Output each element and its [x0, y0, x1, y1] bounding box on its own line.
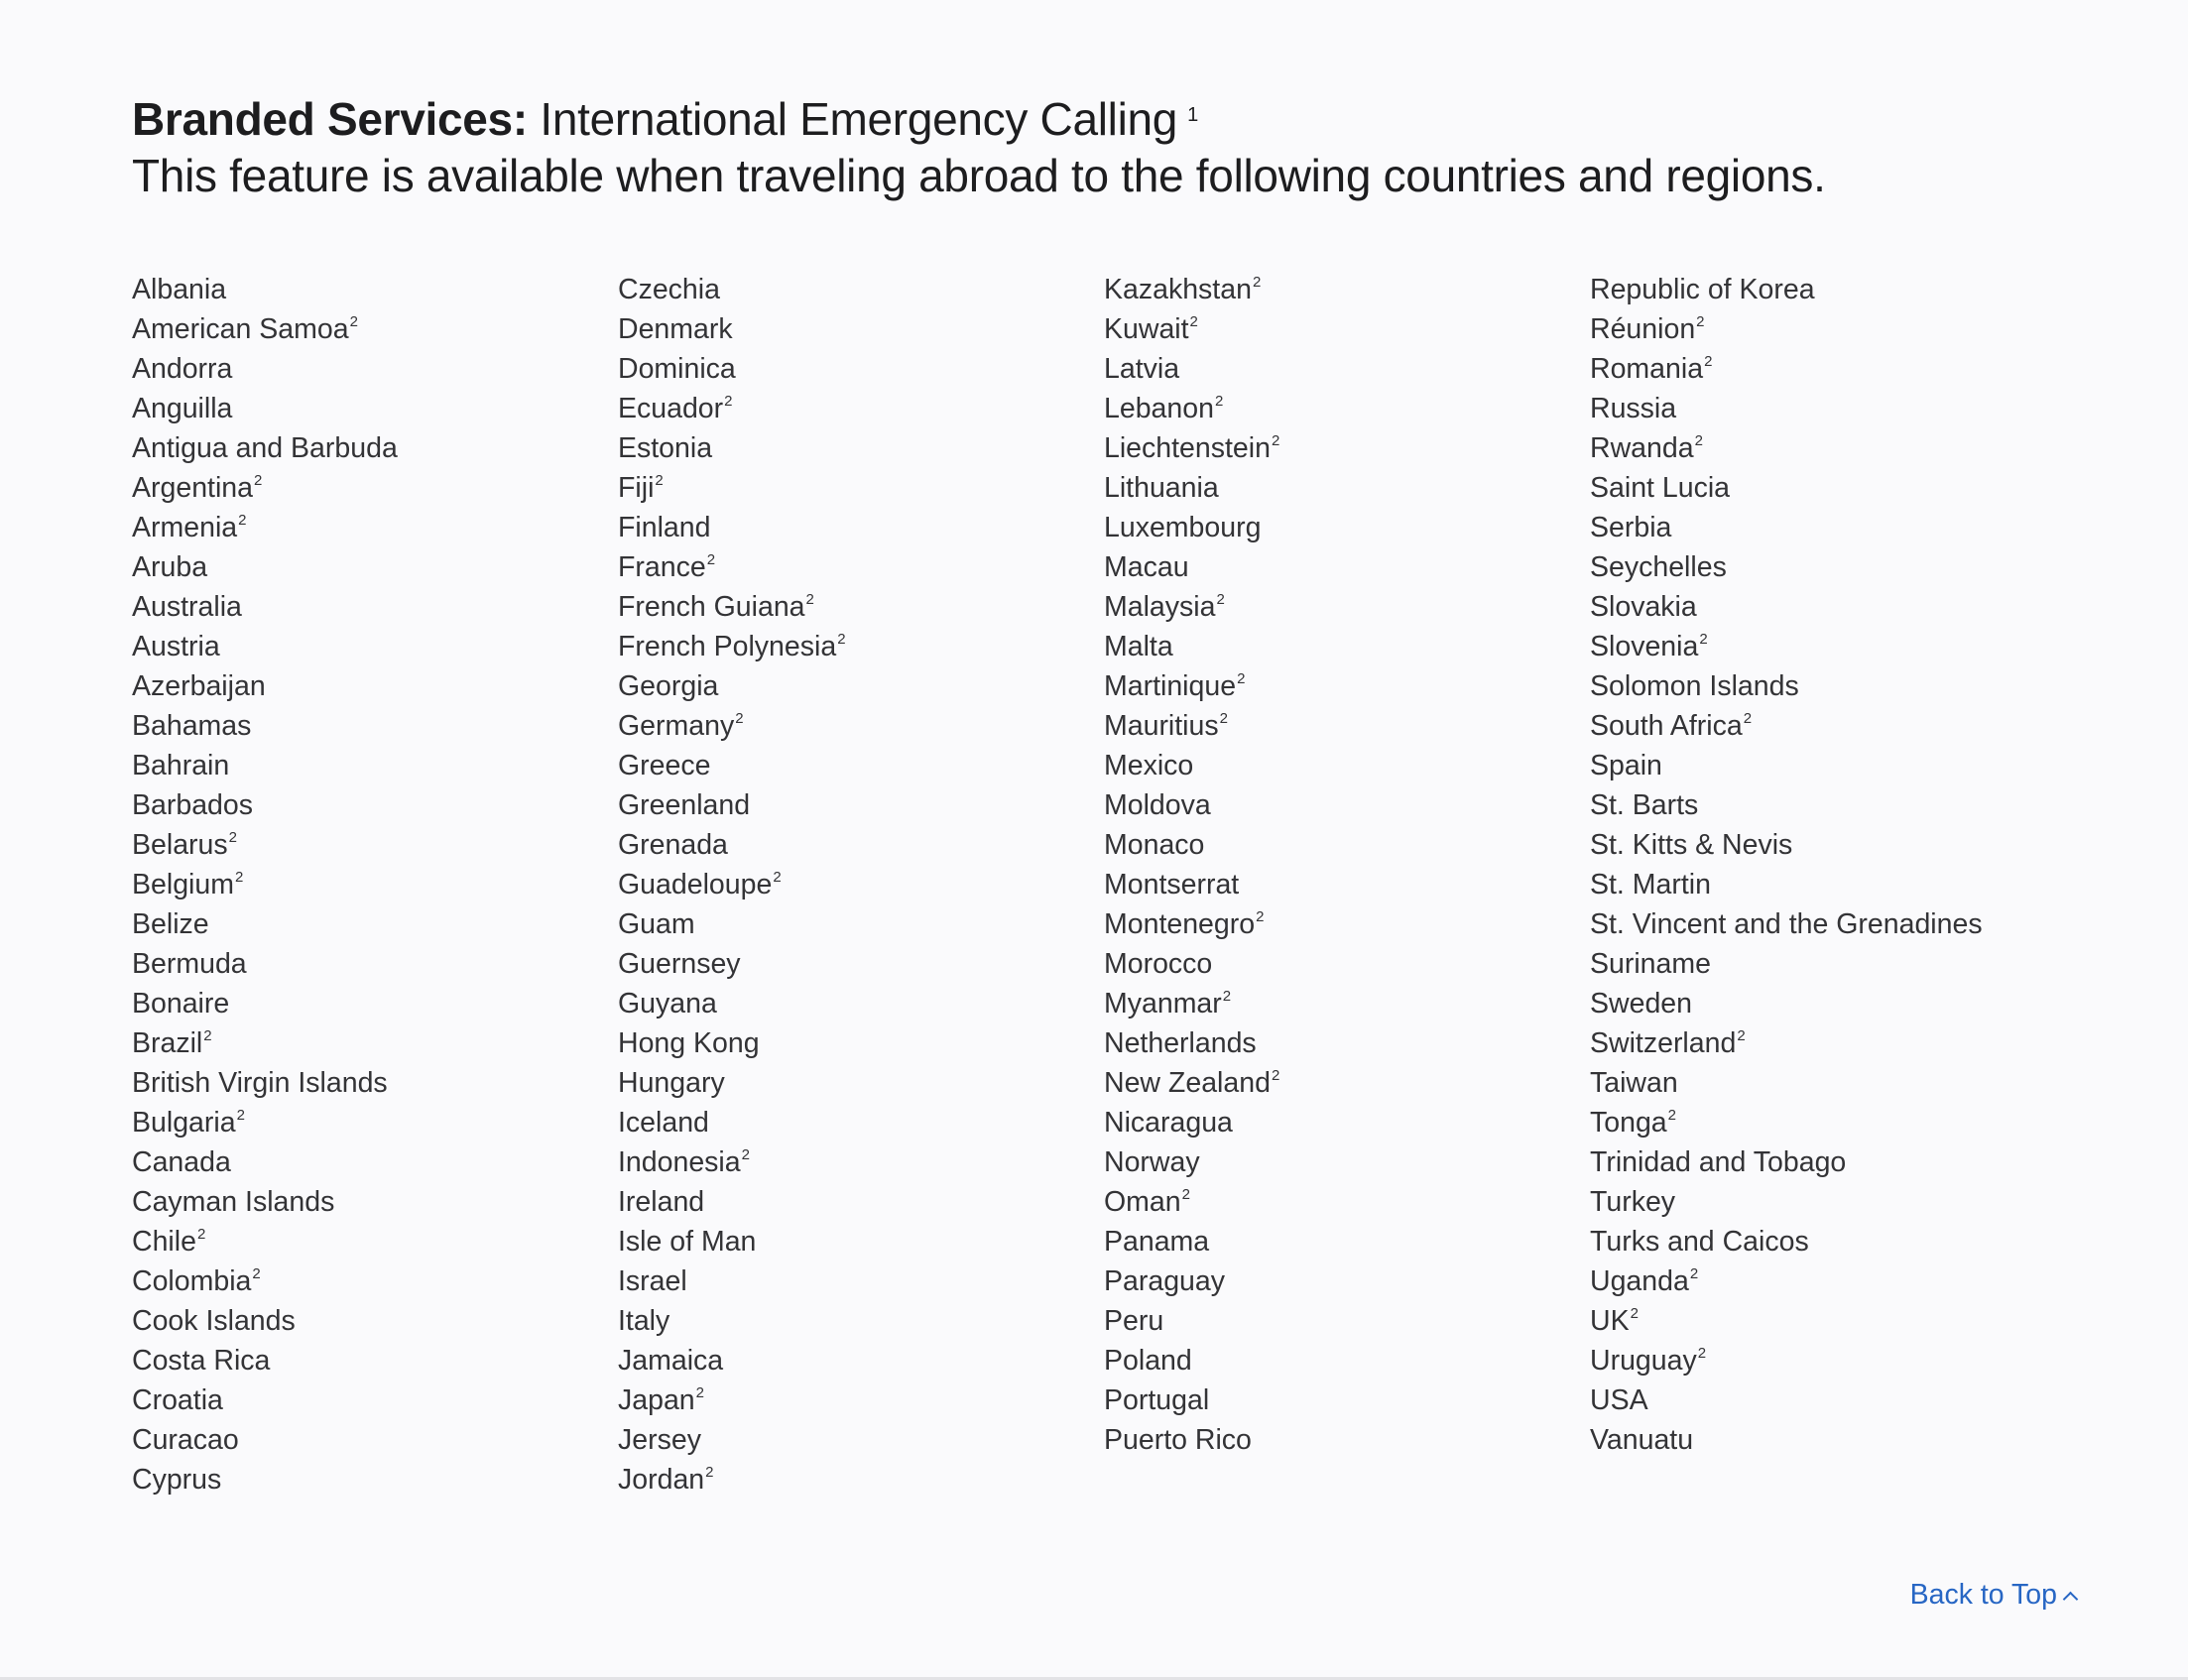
country-name: Jordan — [618, 1464, 705, 1496]
country-item — [618, 944, 1104, 984]
country-name: Seychelles — [1590, 551, 1727, 583]
country-item — [1590, 1301, 2076, 1341]
country-name: Lithuania — [1104, 472, 1219, 504]
country-item — [618, 1380, 1104, 1420]
chevron-up-icon — [2063, 1592, 2079, 1608]
country-item — [1590, 468, 2076, 508]
country-item — [1104, 865, 1590, 904]
country-item — [618, 587, 1104, 627]
country-name: Costa Rica — [132, 1345, 271, 1377]
country-name: Russia — [1590, 393, 1677, 424]
country-item — [1104, 1261, 1590, 1301]
country-item — [1104, 468, 1590, 508]
footnote-marker[interactable]: 2 — [252, 1264, 261, 1282]
country-item — [1590, 349, 2076, 389]
country-name: Malaysia — [1104, 591, 1216, 623]
country-item — [1590, 587, 2076, 627]
country-name: Turkey — [1590, 1186, 1676, 1218]
heading-title: International Emergency Calling — [540, 93, 1178, 145]
country-item — [618, 1460, 1104, 1500]
country-item — [618, 508, 1104, 547]
country-name: France — [618, 551, 706, 583]
footnote-marker[interactable]: 2 — [741, 1145, 750, 1163]
country-name: Bulgaria — [132, 1107, 236, 1139]
country-name: Cook Islands — [132, 1305, 296, 1337]
country-name: Hong Kong — [618, 1027, 760, 1059]
country-item — [1104, 706, 1590, 746]
country-item — [1590, 1420, 2076, 1460]
country-item — [618, 1301, 1104, 1341]
country-name: Taiwan — [1590, 1067, 1678, 1099]
country-item — [1590, 389, 2076, 428]
country-item — [132, 1222, 618, 1261]
country-columns — [132, 270, 2076, 1500]
country-name: Vanuatu — [1590, 1424, 1694, 1456]
country-item — [618, 468, 1104, 508]
country-item — [1104, 1182, 1590, 1222]
country-name: Fiji — [618, 472, 655, 504]
country-item — [1590, 666, 2076, 706]
country-name: Mexico — [1104, 750, 1194, 781]
country-item — [132, 785, 618, 825]
country-name: Bahamas — [132, 710, 252, 742]
country-item — [132, 468, 618, 508]
footnote-marker[interactable]: 2 — [1252, 273, 1262, 291]
footnote-marker[interactable]: 2 — [196, 1225, 206, 1243]
country-item — [618, 984, 1104, 1023]
country-item — [132, 587, 618, 627]
country-name: Dominica — [618, 353, 736, 385]
back-to-top-label: Back to Top — [1909, 1579, 2057, 1611]
country-name: St. Vincent and the Grenadines — [1590, 908, 1983, 940]
country-name: Morocco — [1104, 948, 1213, 980]
country-column-2 — [618, 270, 1104, 1500]
country-item — [132, 1301, 618, 1341]
country-item — [1104, 587, 1590, 627]
footnote-marker[interactable]: 2 — [203, 1026, 212, 1044]
section-heading — [132, 91, 2076, 204]
country-item — [618, 428, 1104, 468]
country-name: Sweden — [1590, 988, 1692, 1020]
country-name: Georgia — [618, 670, 719, 702]
country-name: Bermuda — [132, 948, 247, 980]
country-item — [618, 627, 1104, 666]
country-name: Chile — [132, 1226, 196, 1258]
country-name: Spain — [1590, 750, 1662, 781]
country-name: Belgium — [132, 869, 234, 900]
country-name: Guernsey — [618, 948, 741, 980]
country-name: Iceland — [618, 1107, 709, 1139]
country-item — [1590, 1380, 2076, 1420]
country-item — [618, 666, 1104, 706]
country-name: St. Kitts & Nevis — [1590, 829, 1793, 861]
country-item — [132, 1142, 618, 1182]
country-name: Brazil — [132, 1027, 203, 1059]
country-name: Netherlands — [1104, 1027, 1257, 1059]
back-to-top-link[interactable] — [1910, 1579, 2076, 1612]
footnote-marker[interactable]: 2 — [1697, 1344, 1707, 1362]
footnote-marker[interactable]: 2 — [1219, 709, 1228, 727]
country-item — [132, 1380, 618, 1420]
footnote-marker[interactable]: 2 — [724, 392, 733, 410]
footnote-marker[interactable]: 2 — [1737, 1026, 1746, 1044]
country-name: Estonia — [618, 432, 713, 464]
country-item — [132, 428, 618, 468]
country-name: Germany — [618, 710, 735, 742]
country-name: Greece — [618, 750, 711, 781]
country-name: Kuwait — [1104, 313, 1189, 345]
country-name: South Africa — [1590, 710, 1743, 742]
country-name: Finland — [618, 512, 711, 543]
country-item — [1104, 270, 1590, 309]
country-item — [1104, 1380, 1590, 1420]
main-content — [132, 91, 2076, 1496]
country-item — [132, 666, 618, 706]
country-name: UK — [1590, 1305, 1630, 1337]
country-name: Indonesia — [618, 1146, 741, 1178]
country-item — [132, 508, 618, 547]
country-name: Saint Lucia — [1590, 472, 1731, 504]
footnote-marker[interactable]: 2 — [234, 868, 244, 886]
country-item — [1104, 1103, 1590, 1142]
country-name: Isle of Man — [618, 1226, 757, 1258]
country-item — [618, 1103, 1104, 1142]
footnote-marker[interactable]: 2 — [695, 1383, 704, 1401]
country-name: St. Martin — [1590, 869, 1711, 900]
country-item — [1104, 785, 1590, 825]
country-item — [132, 309, 618, 349]
country-name: Israel — [618, 1265, 687, 1297]
country-item — [132, 825, 618, 865]
country-name: Martinique — [1104, 670, 1237, 702]
country-item — [618, 1182, 1104, 1222]
country-name: Ireland — [618, 1186, 705, 1218]
country-item — [132, 1023, 618, 1063]
country-name: Republic of Korea — [1590, 274, 1815, 305]
country-item — [1590, 1103, 2076, 1142]
country-item — [618, 1142, 1104, 1182]
country-name: Macau — [1104, 551, 1189, 583]
footnote-marker[interactable]: 2 — [805, 590, 814, 608]
country-item — [1590, 428, 2076, 468]
footnote-marker[interactable]: 2 — [238, 511, 247, 529]
country-name: Trinidad and Tobago — [1590, 1146, 1847, 1178]
country-item — [618, 309, 1104, 349]
country-item — [132, 270, 618, 309]
country-name: Croatia — [132, 1384, 223, 1416]
country-name: Denmark — [618, 313, 733, 345]
country-name: Montserrat — [1104, 869, 1240, 900]
country-item — [618, 785, 1104, 825]
country-item — [618, 746, 1104, 785]
footnote-marker[interactable]: 2 — [1689, 1264, 1699, 1282]
heading-bold-label: Branded Services: — [132, 93, 528, 145]
country-item — [1104, 389, 1590, 428]
country-name: Japan — [618, 1384, 695, 1416]
country-name: New Zealand — [1104, 1067, 1271, 1099]
country-item — [1104, 627, 1590, 666]
footnote-marker[interactable]: 2 — [236, 1106, 245, 1124]
country-item — [1590, 627, 2076, 666]
country-name: Romania — [1590, 353, 1704, 385]
footnote-marker[interactable]: 2 — [1256, 907, 1265, 925]
country-item — [132, 389, 618, 428]
country-item — [1104, 1301, 1590, 1341]
country-name: Rwanda — [1590, 432, 1694, 464]
footnote-marker[interactable]: 2 — [1699, 630, 1708, 648]
country-name: Peru — [1104, 1305, 1164, 1337]
country-name: Antigua and Barbuda — [132, 432, 398, 464]
country-name: Colombia — [132, 1265, 252, 1297]
country-item — [1104, 746, 1590, 785]
footnote-marker[interactable]: 2 — [1704, 352, 1713, 370]
country-item — [1104, 1063, 1590, 1103]
country-item — [1590, 1063, 2076, 1103]
country-item — [132, 865, 618, 904]
country-name: Bonaire — [132, 988, 230, 1020]
country-item — [1590, 706, 2076, 746]
country-item — [132, 944, 618, 984]
country-item — [618, 547, 1104, 587]
country-item — [1590, 1341, 2076, 1380]
country-item — [1590, 785, 2076, 825]
country-item — [618, 865, 1104, 904]
country-name: Czechia — [618, 274, 720, 305]
country-item — [1590, 984, 2076, 1023]
country-item — [132, 984, 618, 1023]
country-item — [618, 1420, 1104, 1460]
country-item — [1104, 1341, 1590, 1380]
country-item — [1104, 1222, 1590, 1261]
country-name: Latvia — [1104, 353, 1180, 385]
footnote-marker[interactable]: 2 — [228, 828, 237, 846]
footnote-marker[interactable]: 2 — [773, 868, 782, 886]
country-item — [132, 349, 618, 389]
country-item — [618, 706, 1104, 746]
country-item — [1590, 1261, 2076, 1301]
footnote-marker[interactable]: 2 — [1216, 590, 1225, 608]
country-name: Serbia — [1590, 512, 1672, 543]
country-name: Australia — [132, 591, 242, 623]
footnote-marker[interactable]: 2 — [837, 630, 846, 648]
country-item — [1104, 904, 1590, 944]
country-name: Belize — [132, 908, 209, 940]
country-item — [132, 1103, 618, 1142]
country-name: Guyana — [618, 988, 717, 1020]
country-name: Solomon Islands — [1590, 670, 1799, 702]
country-name: British Virgin Islands — [132, 1067, 388, 1099]
country-name: American Samoa — [132, 313, 349, 345]
country-name: Armenia — [132, 512, 238, 543]
footnote-marker[interactable]: 2 — [254, 471, 263, 489]
country-name: Réunion — [1590, 313, 1696, 345]
country-name: Hungary — [618, 1067, 725, 1099]
country-name: Italy — [618, 1305, 670, 1337]
country-item — [1590, 547, 2076, 587]
country-name: Tonga — [1590, 1107, 1667, 1139]
footnote-marker[interactable]: 2 — [1181, 1185, 1190, 1203]
country-name: Jersey — [618, 1424, 701, 1456]
country-column-4 — [1590, 270, 2076, 1500]
country-name: Luxembourg — [1104, 512, 1262, 543]
country-name: French Guiana — [618, 591, 805, 623]
country-item — [1104, 309, 1590, 349]
country-name: Greenland — [618, 789, 751, 821]
country-item — [618, 904, 1104, 944]
country-name: Cyprus — [132, 1464, 222, 1496]
country-item — [1104, 984, 1590, 1023]
country-item — [132, 746, 618, 785]
country-item — [618, 270, 1104, 309]
country-name: Andorra — [132, 353, 233, 385]
footnote-marker[interactable]: 2 — [1271, 1066, 1280, 1084]
country-name: Albania — [132, 274, 227, 305]
country-item — [132, 1460, 618, 1500]
country-name: Puerto Rico — [1104, 1424, 1252, 1456]
country-item — [1590, 1222, 2076, 1261]
footnote-marker[interactable]: 2 — [706, 550, 716, 568]
country-item — [1590, 508, 2076, 547]
country-name: Argentina — [132, 472, 254, 504]
country-name: Belarus — [132, 829, 228, 861]
country-item — [132, 904, 618, 944]
country-item — [132, 1420, 618, 1460]
country-item — [618, 1261, 1104, 1301]
country-item — [618, 1023, 1104, 1063]
country-name: Slovenia — [1590, 631, 1699, 662]
country-item — [1590, 944, 2076, 984]
country-name: Suriname — [1590, 948, 1711, 980]
footnote-marker[interactable]: 2 — [1667, 1106, 1676, 1124]
country-item — [1590, 1142, 2076, 1182]
country-name: Aruba — [132, 551, 208, 583]
country-item — [1590, 865, 2076, 904]
country-item — [132, 1341, 618, 1380]
country-name: Curacao — [132, 1424, 239, 1456]
footnote-marker[interactable]: 2 — [1271, 431, 1280, 449]
country-item — [1104, 1142, 1590, 1182]
footnote-marker[interactable]: 2 — [735, 709, 744, 727]
country-name: Oman — [1104, 1186, 1181, 1218]
country-name: Cayman Islands — [132, 1186, 335, 1218]
country-name: Portugal — [1104, 1384, 1210, 1416]
country-name: Montenegro — [1104, 908, 1256, 940]
country-item — [1104, 666, 1590, 706]
country-name: Mauritius — [1104, 710, 1219, 742]
footnote-marker[interactable]: 2 — [705, 1463, 714, 1481]
country-name: Lebanon — [1104, 393, 1214, 424]
country-name: Monaco — [1104, 829, 1205, 861]
country-item — [618, 1341, 1104, 1380]
country-name: Nicaragua — [1104, 1107, 1233, 1139]
country-name: Ecuador — [618, 393, 724, 424]
country-item — [1104, 547, 1590, 587]
country-name: Paraguay — [1104, 1265, 1226, 1297]
country-item — [618, 349, 1104, 389]
footnote-marker[interactable]: 2 — [1696, 312, 1705, 330]
country-name: Guam — [618, 908, 695, 940]
country-item — [618, 1222, 1104, 1261]
country-name: Azerbaijan — [132, 670, 266, 702]
footnote-marker[interactable]: 2 — [1694, 431, 1703, 449]
country-name: Anguilla — [132, 393, 233, 424]
country-item — [618, 389, 1104, 428]
country-item — [132, 547, 618, 587]
country-item — [1590, 904, 2076, 944]
country-name: Poland — [1104, 1345, 1192, 1377]
footnote-marker[interactable]: 2 — [1743, 709, 1753, 727]
country-column-3 — [1104, 270, 1590, 1500]
country-name: USA — [1590, 1384, 1648, 1416]
country-item — [618, 825, 1104, 865]
footnote-marker[interactable]: 2 — [1189, 312, 1198, 330]
footnote-marker[interactable]: 2 — [349, 312, 358, 330]
country-item — [132, 706, 618, 746]
country-item — [618, 1063, 1104, 1103]
country-name: Jamaica — [618, 1345, 724, 1377]
country-item — [1590, 1182, 2076, 1222]
footnote-marker[interactable]: 2 — [1630, 1304, 1639, 1322]
country-item — [1104, 1420, 1590, 1460]
country-name: Kazakhstan — [1104, 274, 1252, 305]
country-name: Myanmar — [1104, 988, 1222, 1020]
country-item — [1590, 1023, 2076, 1063]
footnote-marker[interactable]: 2 — [1214, 392, 1224, 410]
country-item — [1104, 508, 1590, 547]
country-column-1 — [132, 270, 618, 1500]
country-name: Malta — [1104, 631, 1173, 662]
country-item — [132, 1182, 618, 1222]
country-name: French Polynesia — [618, 631, 837, 662]
country-item — [1104, 944, 1590, 984]
country-item — [132, 1261, 618, 1301]
country-name: Moldova — [1104, 789, 1211, 821]
country-item — [1104, 428, 1590, 468]
country-name: Uganda — [1590, 1265, 1689, 1297]
footnote-marker[interactable]: 2 — [1222, 987, 1232, 1005]
country-name: Canada — [132, 1146, 231, 1178]
country-item — [1104, 825, 1590, 865]
country-item — [1590, 746, 2076, 785]
footnote-marker[interactable]: 2 — [655, 471, 664, 489]
country-name: Austria — [132, 631, 220, 662]
country-name: Guadeloupe — [618, 869, 773, 900]
heading-footnote[interactable]: 1 — [1187, 104, 1198, 126]
country-item — [1590, 309, 2076, 349]
country-item — [1590, 270, 2076, 309]
country-name: Switzerland — [1590, 1027, 1737, 1059]
country-name: Barbados — [132, 789, 254, 821]
country-name: St. Barts — [1590, 789, 1699, 821]
country-name: Slovakia — [1590, 591, 1697, 623]
country-name: Norway — [1104, 1146, 1200, 1178]
country-item — [1104, 349, 1590, 389]
country-name: Grenada — [618, 829, 728, 861]
country-item — [1104, 1023, 1590, 1063]
country-item — [1590, 825, 2076, 865]
heading-subtitle: This feature is available when traveling abroad to the following countries and regions. — [132, 150, 1826, 201]
footnote-marker[interactable]: 2 — [1237, 669, 1246, 687]
country-name: Bahrain — [132, 750, 230, 781]
country-name: Liechtenstein — [1104, 432, 1271, 464]
country-name: Panama — [1104, 1226, 1210, 1258]
country-item — [132, 1063, 618, 1103]
country-item — [132, 627, 618, 666]
country-name: Turks and Caicos — [1590, 1226, 1809, 1258]
country-name: Uruguay — [1590, 1345, 1697, 1377]
